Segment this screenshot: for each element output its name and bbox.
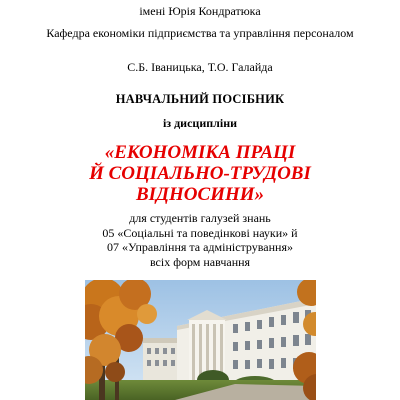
department-name: Кафедра економіки підприємства та управління персоналом xyxy=(46,26,354,40)
university-name: імені Юрія Кондратюка xyxy=(139,4,261,18)
audience-line: всіх форм навчання xyxy=(149,254,251,269)
audience-line: 07 «Управління та адміністрування» xyxy=(107,240,293,254)
audience-line: 05 «Соціальні та поведінкові науки» й xyxy=(102,225,298,240)
discipline-intro: із дисципліни xyxy=(162,116,238,130)
course-title-line: Й СОЦІАЛЬНО-ТРУДОВІ xyxy=(89,163,311,184)
audience-line: для студентів галузей знань xyxy=(129,211,271,225)
document-type: НАВЧАЛЬНИЙ ПОСІБНИК xyxy=(115,92,285,106)
course-title-line: ВІДНОСИНИ» xyxy=(135,184,265,205)
course-title xyxy=(0,142,400,205)
authors: С.Б. Іваницька, Т.О. Галайда xyxy=(127,60,273,74)
university-building-photo xyxy=(85,280,316,400)
audience xyxy=(0,211,400,269)
course-title-line: «ЕКОНОМІКА ПРАЦІ xyxy=(104,142,296,163)
